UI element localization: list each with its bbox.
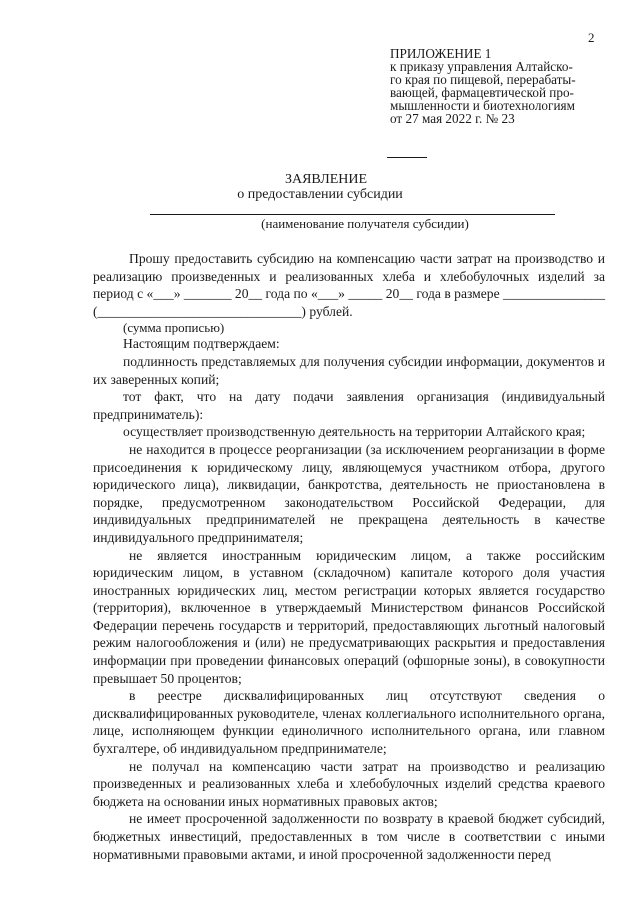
body-paragraph: не получал на компенсацию части затрат на производство и реализацию произведенных и реализованных хлеба и хлебобулочных изделий средства краевого бюджета на основании иных нормативных правовых актов; [93, 758, 605, 809]
separator-line [387, 157, 427, 158]
recipient-caption: (наименование получателя субсидии) [261, 216, 469, 231]
body-paragraph: осуществляет производственную деятельность на территории Алтайского края; [123, 424, 586, 440]
title-heading: ЗАЯВЛЕНИЕ [284, 172, 368, 187]
page-number: 2 [588, 30, 595, 45]
document-title [0, 172, 640, 202]
appendix-line: от 27 мая 2022 г. № 23 [390, 110, 515, 126]
body-paragraph: тот факт, что на дату подачи заявления организация (индивидуальный предприниматель): [93, 389, 605, 422]
body-paragraph: не имеет просроченной задолженности по возврату в краевой бюджет субсидий, бюджетных инвестиций, предоставленных в том числе в соответствии с иными нормативными правовыми актами, и иной просроченной задолженности перед [93, 811, 605, 862]
recipient-name-line [150, 214, 555, 215]
title-subheading: о предоставлении субсидии [237, 187, 403, 202]
document-body [93, 250, 605, 863]
appendix-line: го края по пищевой, перерабаты- [390, 71, 576, 87]
body-paragraph: не находится в процессе реорганизации (за исключением реорганизации в форме присоединения к юридическому лицу, являющемуся участником отбора, другого юридического лица), ликвидации, банкротства, деятельность не приостановлена в порядке, предусмотренном законодательством Российской Федерации, для индивидуальных предпринимателей не прекращена деятельность в качестве индивидуального предпринимателя; [93, 441, 605, 545]
confirmation-intro: Настоящим подтверждаем: [123, 336, 280, 352]
appendix-line: мышленности и биотехнологиям [390, 97, 575, 113]
sum-caption: (сумма прописью) [123, 320, 225, 336]
appendix-line: вающей, фармацевтической про- [390, 84, 574, 100]
body-paragraph: подлинность представляемых для получения субсидии информации, документов и их заверенных копий; [93, 353, 605, 387]
appendix-block [390, 48, 605, 125]
body-paragraph: не является иностранным юридическим лицом, а также российским юридическим лицом, в уставном (складочном) капитале которого доля участия иностранных юридических лиц, местом регистрации которых является государство (территория), включенное в утверждаемый Министерством финансов Российской Федерации перечень государств и территорий, предоставляющих льготный налоговый режим налогообложения и (или) не предусматривающих раскрытия и предоставления информации при проведении финансовых операций (офшорные зоны), в совокупности превышает 50 процентов; [93, 547, 605, 686]
request-paragraph: Прошу предоставить субсидию на компенсацию части затрат на производство и реализацию произведенных и реализованных хлеба и хлебобулочных изделий за период с «___» _______ 20__ года по «___» _____ 20__ года в размере _______________ (______________________________) рублей. [93, 251, 605, 319]
appendix-line: ПРИЛОЖЕНИЕ 1 [390, 46, 492, 61]
body-paragraph: в реестре дисквалифицированных лиц отсутствуют сведения о дисквалифицированных руководителе, членах коллегиального исполнительного органа, лице, исполняющем функции единоличного исполнительного органа, или главном бухгалтере, об индивидуальном предпринимателе; [93, 688, 605, 757]
appendix-line: к приказу управления Алтайско- [390, 58, 573, 74]
